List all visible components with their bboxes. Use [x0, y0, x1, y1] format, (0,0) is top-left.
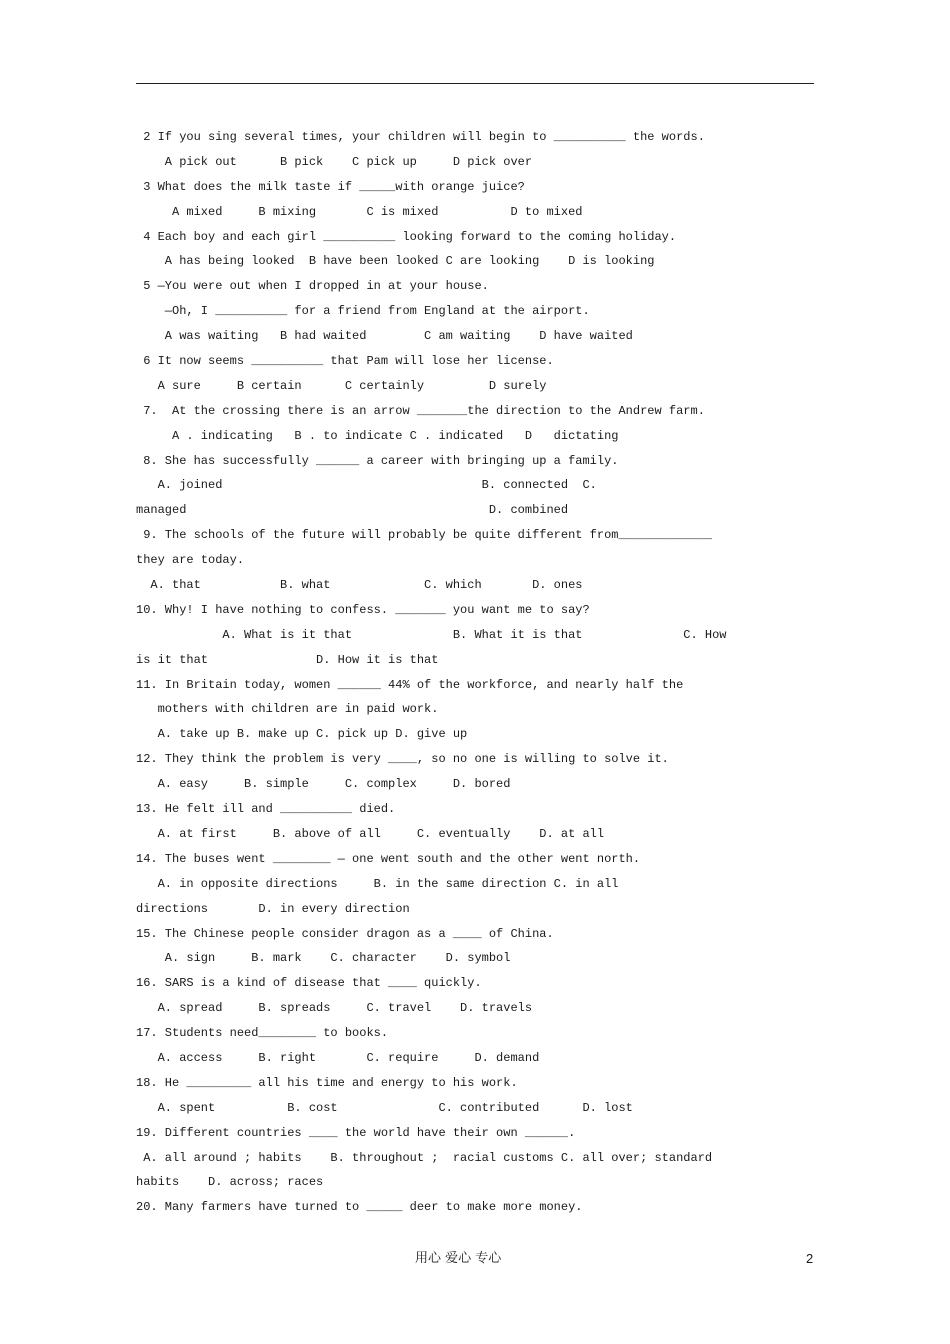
- text-line: 20. Many farmers have turned to _____ deer to make more money.: [136, 1200, 583, 1215]
- text-line: A pick out B pick C pick up D pick over: [136, 154, 533, 169]
- text-line: 17. Students need________ to books.: [136, 1026, 389, 1041]
- text-line: directions D. in every direction: [136, 901, 410, 916]
- text-line: they are today.: [136, 553, 245, 568]
- text-line: 14. The buses went ________ — one went south and the other went north.: [136, 851, 641, 866]
- header-rule: [136, 83, 814, 84]
- text-line: 3 What does the milk taste if _____with orange juice?: [136, 179, 525, 194]
- text-line: A. take up B. make up C. pick up D. give up: [136, 727, 468, 742]
- text-line: 4 Each boy and each girl __________ looking forward to the coming holiday.: [136, 229, 677, 244]
- question-list: [136, 125, 826, 1220]
- text-line: is it that D. How it is that: [136, 652, 439, 667]
- text-line: A. What is it that B. What it is that C. How: [136, 627, 727, 642]
- footer-motto: 用心 爱心 专心: [415, 1251, 502, 1266]
- text-line: 19. Different countries ____ the world have their own ______.: [136, 1125, 576, 1140]
- text-line: 15. The Chinese people consider dragon as a ____ of China.: [136, 926, 554, 941]
- text-line: A . indicating B . to indicate C . indicated D dictating: [136, 428, 619, 443]
- text-line: 8. She has successfully ______ a career with bringing up a family.: [136, 453, 619, 468]
- text-line: 10. Why! I have nothing to confess. _______ you want me to say?: [136, 602, 590, 617]
- text-line: A mixed B mixing C is mixed D to mixed: [136, 204, 583, 219]
- text-line: A. spread B. spreads C. travel D. travels: [136, 1001, 533, 1016]
- text-line: A. that B. what C. which D. ones: [136, 578, 583, 593]
- text-line: 2 If you sing several times, your children will begin to __________ the words.: [136, 130, 705, 144]
- text-line: A. access B. right C. require D. demand: [136, 1050, 540, 1065]
- text-line: habits D. across; races: [136, 1175, 324, 1190]
- text-line: A. at first B. above of all C. eventually D. at all: [136, 826, 605, 841]
- text-line: 13. He felt ill and __________ died.: [136, 802, 396, 817]
- text-line: 5 —You were out when I dropped in at your house.: [136, 279, 489, 294]
- text-line: 16. SARS is a kind of disease that ____ quickly.: [136, 976, 482, 991]
- text-line: A sure B certain C certainly D surely: [136, 378, 547, 393]
- text-line: A. sign B. mark C. character D. symbol: [136, 951, 511, 966]
- text-line: managed D. combined: [136, 503, 569, 518]
- page-number: 2: [806, 1251, 814, 1266]
- text-line: —Oh, I __________ for a friend from England at the airport.: [136, 304, 590, 319]
- text-line: mothers with children are in paid work.: [136, 702, 439, 717]
- text-line: A. easy B. simple C. complex D. bored: [136, 777, 511, 792]
- text-line: 11. In Britain today, women ______ 44% of the workforce, and nearly half the: [136, 677, 684, 692]
- page-footer: [0, 1249, 950, 1269]
- text-line: 6 It now seems __________ that Pam will lose her license.: [136, 354, 554, 369]
- text-line: A. in opposite directions B. in the same direction C. in all: [136, 876, 619, 891]
- text-line: 7. At the crossing there is an arrow _______the direction to the Andrew farm.: [136, 403, 705, 418]
- text-line: 9. The schools of the future will probably be quite different from_____________: [136, 528, 713, 543]
- text-line: A has being looked B have been looked C are looking D is looking: [136, 254, 655, 269]
- text-line: A was waiting B had waited C am waiting D have waited: [136, 329, 633, 344]
- text-line: A. all around ; habits B. throughout ; racial customs C. all over; standard: [136, 1150, 713, 1165]
- text-line: 18. He _________ all his time and energy to his work.: [136, 1075, 518, 1090]
- text-line: A. spent B. cost C. contributed D. lost: [136, 1100, 633, 1115]
- text-line: A. joined B. connected C.: [136, 478, 597, 493]
- text-line: 12. They think the problem is very ____, so no one is willing to solve it.: [136, 752, 669, 767]
